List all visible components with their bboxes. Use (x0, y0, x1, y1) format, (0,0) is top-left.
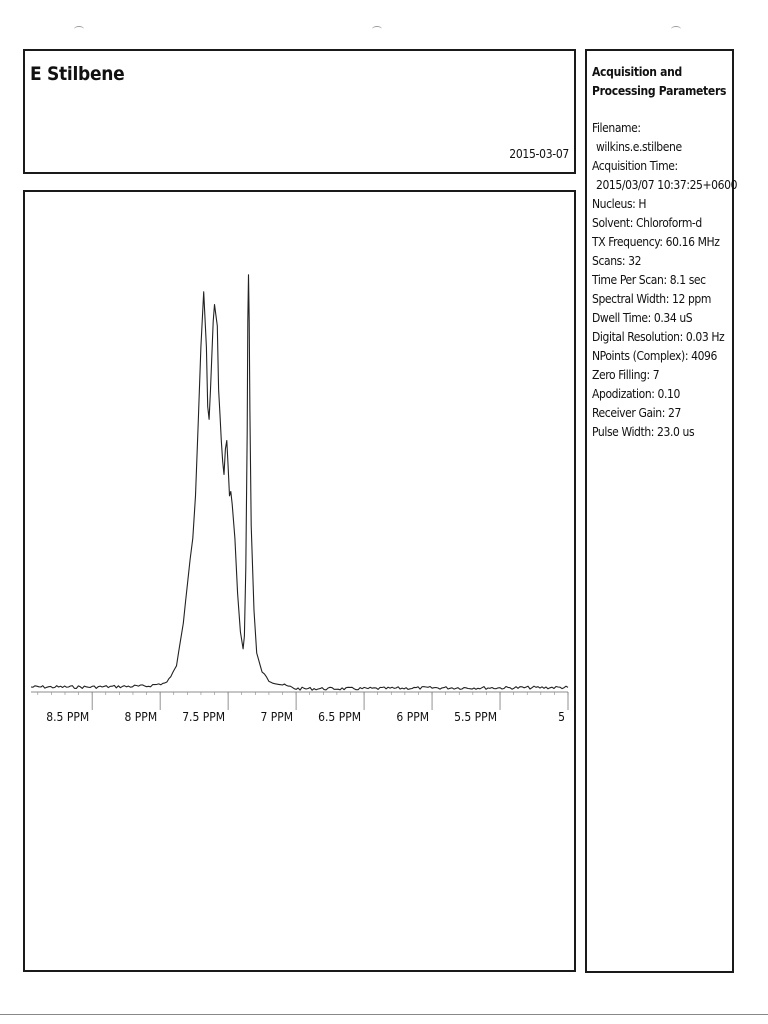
parameter-line: Apodization: 0.10 (592, 387, 680, 401)
page-title: E Stilbene (30, 63, 125, 85)
parameter-line: Acquisition Time: (592, 159, 678, 173)
parameter-line: Pulse Width: 23.0 us (592, 425, 695, 439)
parameter-line: Nucleus: H (592, 197, 647, 211)
x-tick-label: 6 PPM (396, 710, 430, 724)
parameter-line: Zero Filling: 7 (592, 368, 660, 382)
x-tick-label: 7.5 PPM (182, 710, 226, 724)
parameter-line: Spectral Width: 12 ppm (592, 292, 711, 306)
parameter-line: TX Frequency: 60.16 MHz (592, 235, 720, 249)
parameters-panel (585, 49, 738, 973)
parameter-line: Time Per Scan: 8.1 sec (592, 273, 706, 287)
parameter-line: Receiver Gain: 27 (592, 406, 681, 420)
parameters-list (592, 119, 737, 442)
spectrum-line (31, 275, 568, 690)
x-tick-label: 8.5 PPM (46, 710, 90, 724)
x-tick-label: 5.5 PPM (454, 710, 498, 724)
parameters-heading-line-1: Acquisition and (592, 65, 682, 79)
page-bottom-rule (0, 1014, 768, 1015)
x-tick-label: 6.5 PPM (318, 710, 362, 724)
parameter-line: wilkins.e.stilbene (596, 140, 682, 154)
parameter-line: 2015/03/07 10:37:25+0600 (596, 178, 738, 192)
parameter-line: Scans: 32 (592, 254, 642, 268)
parameter-line: Digital Resolution: 0.03 Hz (592, 330, 725, 344)
date-label: 2015-03-07 (509, 147, 569, 161)
x-tick-label: 7 PPM (260, 710, 294, 724)
spectrum-panel (23, 190, 576, 972)
parameters-heading-line-2: Processing Parameters (592, 84, 727, 98)
parameters-heading (592, 63, 726, 101)
parameter-line: Dwell Time: 0.34 uS (592, 311, 693, 325)
title-panel (23, 49, 576, 174)
parameter-line: Solvent: Chloroform-d (592, 216, 702, 230)
nmr-spectrum-chart (25, 192, 574, 970)
x-tick-label: 5 (558, 710, 565, 724)
parameter-line: Filename: (592, 121, 641, 135)
x-tick-label: 8 PPM (124, 710, 158, 724)
parameter-line: NPoints (Complex): 4096 (592, 349, 717, 363)
